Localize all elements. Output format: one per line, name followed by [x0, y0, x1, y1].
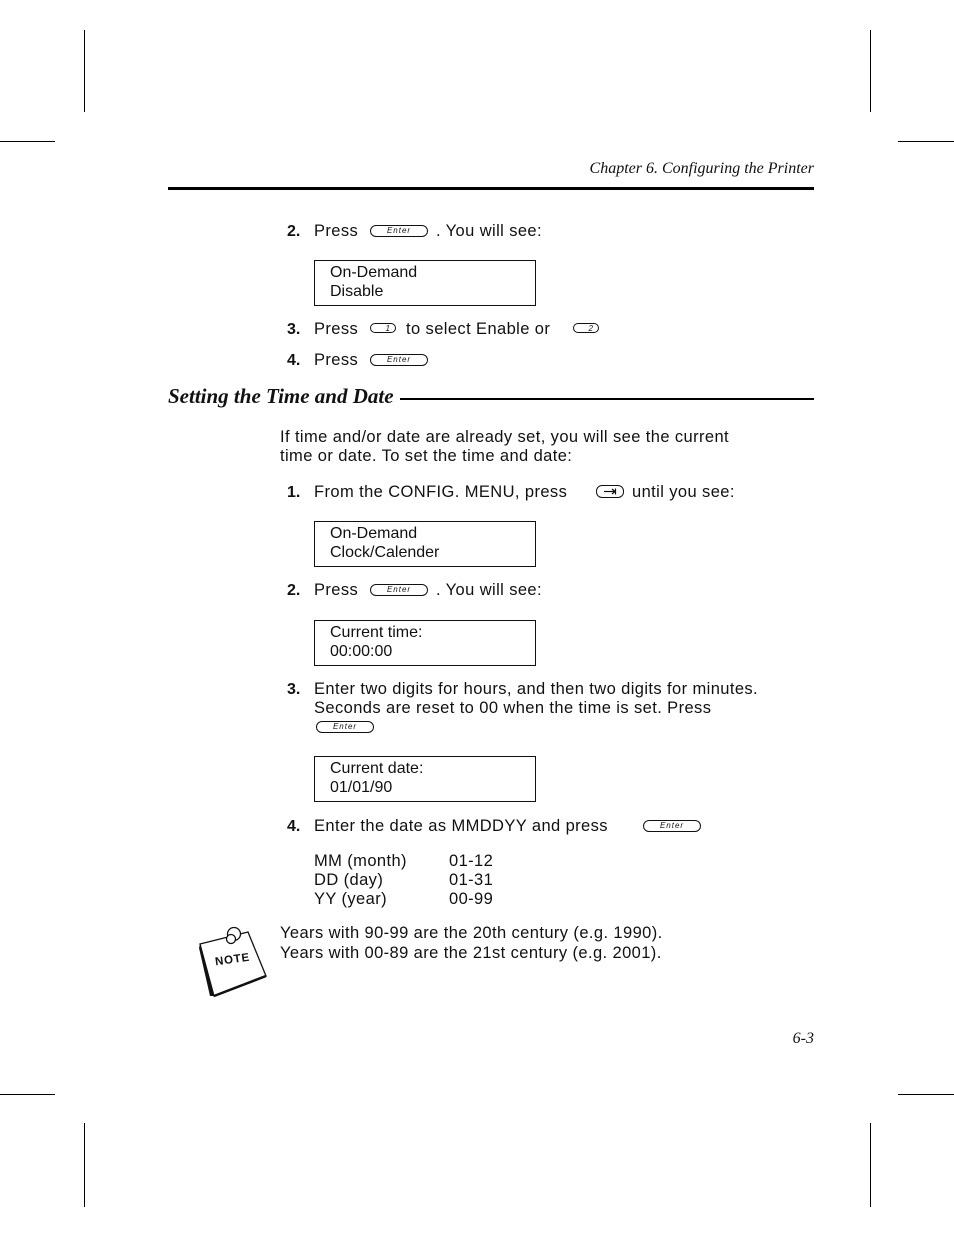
note-text: Years with 00-89 are the 21st century (e.g. 2001).: [280, 944, 662, 962]
note-icon: [196, 922, 270, 998]
lcd-line: On-Demand: [330, 525, 418, 542]
crop-mark: [898, 141, 954, 142]
lcd-line: Clock/Calender: [330, 544, 440, 561]
enter-key-icon: Enter: [370, 225, 428, 237]
step-number: 4.: [287, 352, 301, 369]
crop-mark: [870, 30, 871, 112]
note-icon-label: NOTE: [214, 951, 251, 969]
key-2-icon: 2: [573, 323, 599, 333]
crop-mark: [898, 1094, 954, 1095]
lcd-line: Current time:: [330, 624, 423, 641]
lcd-line: On-Demand: [330, 264, 418, 281]
crop-mark: [84, 1123, 85, 1207]
intro-text: If time and/or date are already set, you will see the current: [280, 428, 730, 446]
step-text: Press: [314, 581, 359, 599]
header-rule: [168, 187, 814, 190]
crop-mark: [84, 30, 85, 112]
section-title: Setting the Time and Date: [168, 384, 400, 409]
running-header: Chapter 6. Configuring the Printer: [589, 160, 814, 177]
step-text: Press: [314, 351, 359, 369]
enter-key-icon: Enter: [643, 820, 701, 832]
step-text: From the CONFIG. MENU, press: [314, 483, 568, 501]
crop-mark: [870, 1123, 871, 1207]
intro-text: time or date. To set the time and date:: [280, 447, 573, 465]
step-number: 3.: [287, 681, 301, 698]
step-text: Press: [314, 320, 359, 338]
note-text: Years with 90-99 are the 20th century (e.g. 1990).: [280, 924, 663, 942]
lcd-display: [314, 260, 536, 306]
lcd-display: [314, 620, 536, 666]
range-value: 01-31: [449, 871, 494, 889]
step-text: Press: [314, 222, 359, 240]
step-number: 2.: [287, 223, 301, 240]
step-text: Seconds are reset to 00 when the time is set. Press: [314, 699, 712, 717]
step-number: 3.: [287, 321, 301, 338]
step-number: 4.: [287, 818, 301, 835]
lcd-display: [314, 521, 536, 567]
enter-key-icon: Enter: [370, 584, 428, 596]
arrow-right-icon: [597, 486, 623, 497]
lcd-display: [314, 756, 536, 802]
page-number: 6-3: [792, 1030, 814, 1047]
enter-key-icon: Enter: [370, 354, 428, 366]
key-1-icon: 1: [370, 323, 396, 333]
range-label: DD (day): [314, 871, 384, 889]
crop-mark: [0, 141, 55, 142]
step-text: until you see:: [632, 483, 735, 501]
step-text: . You will see:: [436, 581, 542, 599]
step-text: Enter the date as MMDDYY and press: [314, 817, 608, 835]
range-label: YY (year): [314, 890, 387, 908]
step-number: 1.: [287, 484, 301, 501]
lcd-line: Disable: [330, 283, 384, 300]
lcd-line: Current date:: [330, 760, 424, 777]
step-text: . You will see:: [436, 222, 542, 240]
range-label: MM (month): [314, 852, 407, 870]
enter-key-icon: Enter: [316, 721, 374, 733]
step-text: Enter two digits for hours, and then two digits for minutes.: [314, 680, 759, 698]
range-value: 01-12: [449, 852, 494, 870]
step-text: to select Enable or: [406, 320, 551, 338]
lcd-line: 00:00:00: [330, 643, 393, 660]
crop-mark: [0, 1094, 55, 1095]
range-value: 00-99: [449, 890, 494, 908]
lcd-line: 01/01/90: [330, 779, 393, 796]
arrow-right-key-icon: [596, 485, 624, 498]
step-number: 2.: [287, 582, 301, 599]
